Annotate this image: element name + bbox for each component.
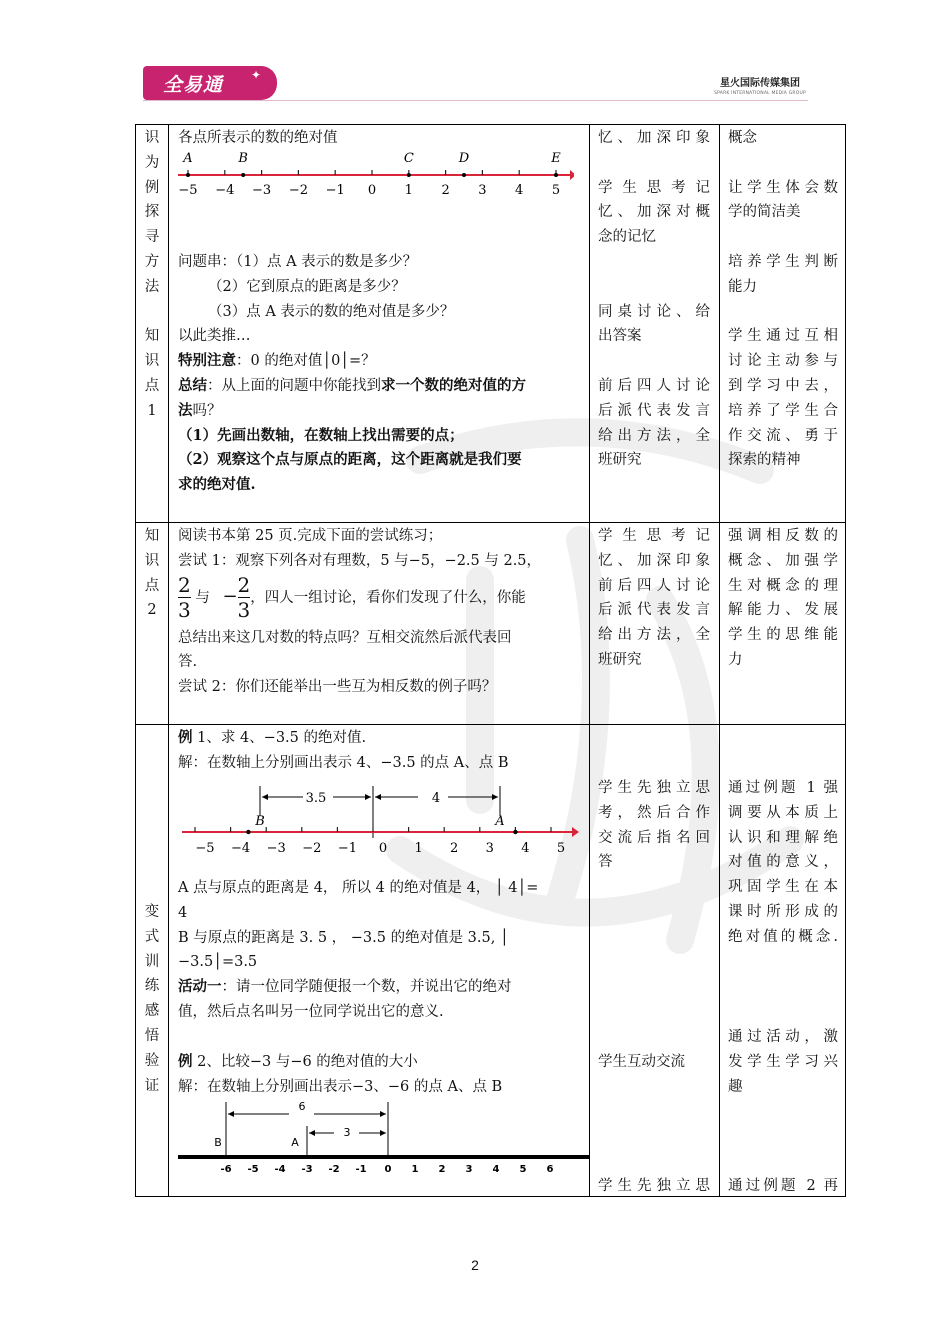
row3-section-label: 变 式 训 练 感 悟 验 证 (144, 904, 160, 1094)
tick-label: 1 (414, 841, 423, 856)
tick-label: -4 (274, 1164, 286, 1175)
tick-label: −2 (288, 183, 308, 198)
column-line: 后派代表发言 (598, 602, 710, 619)
column-line: 概念 (728, 130, 757, 146)
point-dot (407, 173, 411, 177)
tick-label: 3 (485, 841, 494, 856)
column-line: 忆、加深印象 (598, 552, 710, 569)
column-line: 概念、加强学 (728, 552, 838, 569)
point-label: B (238, 151, 248, 166)
tick-label: 4 (515, 183, 524, 198)
example-2-solution: 解：在数轴上分别画出表示−3、−6 的点 A、点 B (178, 1078, 503, 1095)
column-line (728, 151, 838, 176)
row3-student-activity-a (598, 776, 710, 875)
column-line: 学的简洁美 (728, 204, 801, 221)
point-a-dot (513, 830, 517, 834)
column-line (598, 250, 710, 275)
point-b-label: B (214, 1136, 222, 1149)
column-line: 忆、加深印象 (598, 130, 710, 146)
attempt-1-cont: 总结出来这几对数的特点吗？互相交流然后派代表回 (178, 629, 512, 646)
tick-label: -1 (355, 1164, 367, 1175)
point-b-label: B (255, 814, 265, 829)
example-1-solution: 解：在数轴上分别画出表示 4、−3.5 的点 A、点 B (178, 754, 509, 771)
distance-b-label: 3.5 (305, 791, 327, 806)
column-line: 解能力、发展 (728, 602, 838, 619)
column-line: 学生的思维能 (728, 627, 838, 644)
tick-label: 5 (556, 841, 566, 856)
column-line: 作交流、勇于 (728, 427, 838, 444)
point-label: A (183, 151, 193, 166)
tick-label: 0 (378, 841, 388, 856)
tick-label: 6 (546, 1164, 554, 1175)
column-line: 通过活动，激 (728, 1029, 838, 1045)
publisher-name: 星火国际传媒集团 (720, 78, 800, 89)
fraction-negative: $\frac{2}{3}$ (237, 572, 251, 623)
column-line: 后派代表发言 (598, 402, 710, 419)
distance-a-label: 3 (343, 1126, 351, 1139)
method-step-2: （2）观察这个点与原点的距离，这个距离就是我们要 (178, 451, 522, 469)
point-dot (186, 173, 190, 177)
sparkle-icon: ✦ (251, 68, 262, 82)
column-line: 交流后指名回 (598, 829, 710, 846)
column-line: 讨论主动参与 (728, 353, 838, 370)
tick-label: −3 (252, 183, 272, 198)
column-line: 同桌讨论、给 (598, 303, 710, 320)
column-line: 生对概念的理 (728, 577, 838, 594)
summary-line-2: 法吗？ (178, 401, 222, 419)
column-line: 探索的精神 (728, 452, 801, 469)
tick-label: -5 (247, 1164, 259, 1175)
row1-student-activity (598, 126, 710, 473)
column-line (598, 151, 710, 176)
tick-label: 3 (478, 183, 487, 198)
row3-student-activity-b: 学生互动交流 (598, 1054, 685, 1070)
number-line-example-1 (178, 780, 583, 875)
tick-label: −5 (178, 183, 198, 198)
row2-section-label: 知 识 点 2 (144, 528, 160, 619)
column-line: 到学习中去， (728, 377, 838, 394)
row2-student-activity (598, 524, 710, 673)
activity-1-cont: 值，然后点名叫另一位同学说出它的意义. (178, 1003, 444, 1020)
tick-label: −1 (325, 183, 345, 198)
column-line: 让学生体会数 (728, 179, 838, 196)
tick-label: 0 (367, 183, 377, 198)
column-line (728, 300, 838, 325)
column-line: 调要从本质上 (728, 804, 838, 821)
summary-line: 总结：从上面的问题中你能找到求一个数的绝对值的方 (178, 376, 526, 394)
example-1-answer (178, 876, 583, 1025)
column-line: 趣 (728, 1078, 743, 1095)
number-line-abs (174, 148, 574, 198)
column-line: 对值的意义， (728, 854, 838, 871)
tick-label: 5 (551, 183, 561, 198)
publisher-name-en: SPARK INTERNATIONAL MEDIA GROUP (714, 91, 806, 96)
tick-label: −2 (302, 841, 322, 856)
answer-a: A 点与原点的距离是 4， 所以 4 的绝对值是 4， │ 4│= (178, 880, 539, 896)
point-b-dot (246, 830, 250, 834)
question-1: 问题串：（1）点 A 表示的数是多少？ (178, 254, 418, 270)
column-line: 给出方法，全 (598, 627, 710, 644)
column-line: 发学生学习兴 (728, 1053, 838, 1070)
infer-text: 以此类推… (178, 328, 251, 345)
distance-a-label: 4 (431, 791, 441, 806)
column-line: 前后四人讨论 (598, 377, 710, 394)
answer-a-cont: 4 (178, 904, 188, 921)
tick-label: 1 (411, 1164, 419, 1175)
point-label: E (551, 151, 561, 166)
column-line: 答 (598, 854, 613, 871)
column-line: 念的记忆 (598, 229, 656, 246)
column-line: 通过例题 1 强 (728, 780, 838, 796)
example-1 (178, 726, 583, 776)
distance-b-label: 6 (298, 1100, 306, 1113)
fraction-positive: $\frac{2}{3}$ (178, 572, 191, 623)
column-line: 出答案 (598, 328, 642, 345)
row1-section-label: 识 为 例 探 寻 方 法 知 识 点 1 (144, 130, 160, 419)
column-line: 给出方法，全 (598, 427, 710, 444)
row1-design-intent (728, 126, 838, 473)
special-note: 特别注意：0 的绝对值│0│=？ (178, 352, 376, 370)
tick-label: 5 (519, 1164, 527, 1175)
tick-label: 4 (492, 1164, 500, 1175)
point-a-label: A (291, 1136, 299, 1149)
point-dot (462, 173, 466, 177)
tick-label: −3 (266, 841, 286, 856)
tick-label: -2 (328, 1164, 340, 1175)
row3-design-intent-c: 通过例题 2 再 (728, 1178, 838, 1194)
reading-task: 阅读书本第 25 页.完成下面的尝试练习； (178, 528, 443, 544)
point-a-label: A (495, 814, 505, 829)
column-line: 巩固学生在本 (728, 879, 838, 896)
method-step-1: （1）先画出数轴，在数轴上找出需要的点； (178, 426, 464, 444)
point-dot (554, 173, 558, 177)
tick-label: 2 (450, 841, 459, 856)
row1-title: 各点所表示的数的绝对值 (178, 130, 338, 146)
number-line-example-2 (174, 1098, 589, 1176)
row3-student-activity-c: 学生先独立思 (598, 1178, 710, 1194)
column-line: 考，然后合作 (598, 804, 710, 821)
point-label: D (458, 151, 470, 166)
tick-label: 2 (441, 183, 450, 198)
column-line (598, 349, 710, 374)
column-line: 力 (728, 651, 743, 668)
attempt-1-end: 答. (178, 654, 198, 671)
tick-label: 4 (521, 841, 530, 856)
tick-label: -3 (301, 1164, 313, 1175)
column-line: 学生通过互相 (728, 328, 838, 345)
column-line: 前后四人讨论 (598, 577, 710, 594)
tick-label: 1 (404, 183, 413, 198)
tick-label: −4 (231, 841, 251, 856)
answer-b: B 与原点的距离是 3. 5 ， −3.5 的绝对值是 3.5, │ (178, 929, 509, 946)
attempt-1: 尝试 1：观察下列各对有理数，5 与−5，−2.5 与 2.5， (178, 552, 542, 569)
row3-design-intent-b (728, 1025, 838, 1099)
column-line: 忆、加深对概 (598, 204, 710, 221)
column-line: 认识和理解绝 (728, 829, 838, 846)
point-dot (241, 173, 245, 177)
tick-label: 2 (438, 1164, 446, 1175)
column-line: 能力 (728, 278, 757, 295)
column-line: 培养学生判断 (728, 253, 838, 270)
column-line: 强调相反数的 (728, 528, 838, 544)
tick-label: 3 (465, 1164, 473, 1175)
column-line: 学 生 思 考 记 (598, 179, 710, 196)
column-line: 课时所形成的 (728, 903, 838, 920)
column-line (598, 275, 710, 300)
example-2 (178, 1050, 583, 1100)
tick-label: −4 (215, 183, 235, 198)
column-line: 培养了学生合 (728, 402, 838, 419)
question-3: （3）点 A 表示的数的绝对值是多少？ (208, 303, 455, 320)
page-number: 2 (471, 1257, 479, 1273)
column-line: 绝对值的概念. (728, 928, 838, 945)
axis-arrow-icon (572, 827, 579, 837)
example-1-title: 例 1、求 4、−3.5 的绝对值. (178, 729, 367, 746)
question-2: （2）它到原点的距离是多少？ (208, 278, 406, 295)
tick-label: -6 (220, 1164, 232, 1175)
row2-content (178, 524, 583, 700)
column-line: 学 生 思 考 记 (598, 528, 710, 544)
column-line: 班研究 (598, 452, 642, 469)
row3-design-intent-a (728, 776, 838, 950)
tick-label: 0 (384, 1164, 392, 1175)
tick-label: −1 (337, 841, 357, 856)
activity-1: 活动一：请一位同学随便报一个数，并说出它的绝对 (178, 978, 512, 996)
brand-logo (143, 66, 277, 100)
axis-arrow-icon (570, 170, 574, 180)
row2-design-intent (728, 524, 838, 673)
header-divider (143, 100, 808, 101)
method-step-2-cont: 求的绝对值. (178, 476, 256, 494)
column-line: 学生先独立思 (598, 780, 710, 796)
column-line: 班研究 (598, 651, 642, 668)
publisher-brand (712, 74, 808, 96)
point-label: C (403, 151, 414, 166)
attempt-1-fractions: $\frac{2}{3}$ 与 − $\frac{2}{3}$ ，四人一组讨论，看你们发现了什么，你能 (178, 572, 526, 623)
answer-b-cont: −3.5│=3.5 (178, 954, 258, 971)
attempt-2: 尝试 2：你们还能举出一些互为相反数的例子吗？ (178, 679, 497, 696)
tick-label: −5 (195, 841, 215, 856)
row1-questions (178, 250, 583, 498)
logo-text: 全易通 (163, 74, 224, 96)
column-line (728, 225, 838, 250)
example-2-title: 例 2、比较−3 与−6 的绝对值的大小 (178, 1053, 418, 1070)
